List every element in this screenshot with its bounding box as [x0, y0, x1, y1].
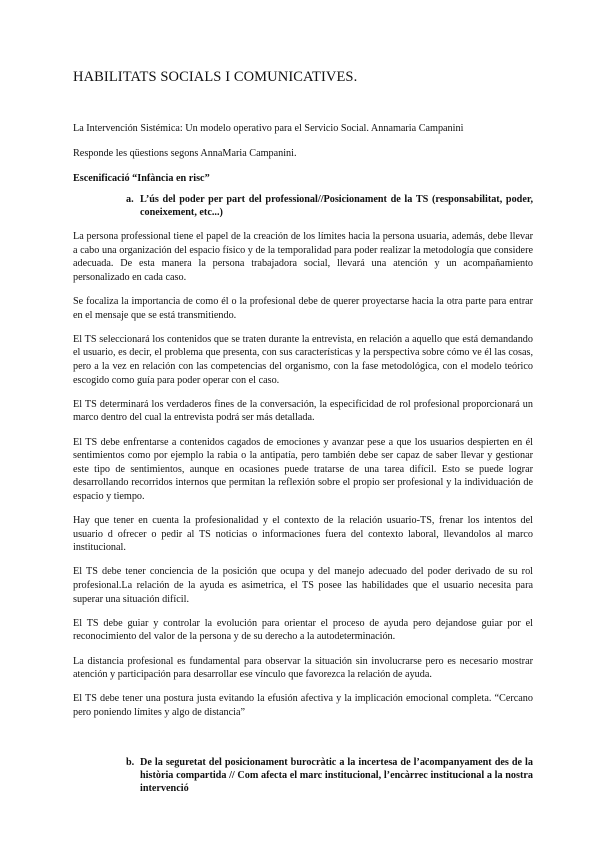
paragraph: La distancia profesional es fundamental para observar la situación sin involucrarse pero es necesario mostrar atención y participación para desarrollar ese vínculo que favorezca la relación de ayuda. [73, 655, 533, 681]
section-a-title: L’ús del poder per part del professional//Posicionament de la TS (responsabilitat, poder, coneixement, etc...) [140, 194, 533, 218]
section-b-title: De la seguretat del posicionament burocràtic a la incertesa de l’acompanyament des de la història compartida // Com afecta el marc institucional, l’encàrrec institucional a la nostra intervenció [140, 756, 533, 794]
section-b-label: b. [126, 756, 135, 768]
paragraph: El TS determinará los verdaderos fines de la conversación, la especificidad de rol profesional proporcionará un marco dentro del cual la entrevista podrá ser más detallada. [73, 398, 533, 424]
section-a-heading [126, 193, 533, 219]
section-a-label: a. [126, 194, 134, 205]
paragraph: El TS debe guiar y controlar la evolución para orientar el proceso de ayuda pero dejandose guiar por el reconocimiento del valor de la persona y de su derecho a la autodeterminación. [73, 617, 533, 643]
paragraph: El TS debe tener una postura justa evitando la efusión afectiva y la implicación emocional completa. “Cercano pero poniendo límites y algo de distancia” [73, 693, 533, 718]
paragraph: Hay que tener en cuenta la profesionalidad y el contexto de la relación usuario-TS, frenar los intentos del usuario d ofrecer o pedir al TS noticias o informaciones fuera del contexto laboral, llevandolos al marco institucional. [73, 515, 533, 554]
scenario-heading: Escenificació “Infància en risc” [73, 173, 210, 184]
paragraph: El TS seleccionará los contenidos que se traten durante la entrevista, en relación a aquello que está demandando el usuario, es decir, el problema que presenta, con sus características y la perspectiva sobre cómo ve él las cosas, pero a la vez en relación con las competencias del organismo, con la fase metodológica, con el modelo teórico escogido como guía para poder operar con el caso. [73, 333, 533, 386]
paragraph: La persona professional tiene el papel de la creación de los límites hacia la persona usuaria, además, debe llevar a cabo una organización del espacio físico y de la temporalidad para poder realizar la metodología que considere adecuada. De esta manera la persona trabajadora social, llevará una atención y un acompañamiento personalizado en cada caso. [73, 231, 533, 283]
paragraph: El TS debe enfrentarse a contenidos cagados de emociones y avanzar pese a que los usuarios despierten en él sentimientos como por ejemplo la rabia o la antipatía, pero también debe ser capaz de saber llevar y gestionar este tipo de sentimientos, aunque en ocasiones puede tratarse de una tarea difícil. Esto se puede lograr desarrollando recorridos internos que permitan la reflexión sobre el propio ser profesional y la individuación de espacio y tiempo. [73, 436, 533, 502]
paragraph: El TS debe tener conciencia de la posición que ocupa y del manejo adecuado del poder derivado de su rol profesional.La relación de la ayuda es asimetrica, el TS posee las habilidades que el usuario necesita para superar una situación difícil. [73, 566, 533, 605]
reference-line: La Intervención Sistémica: Un modelo operativo para el Servicio Social. Annamaria Campanini [73, 123, 464, 134]
document-title: HABILITATS SOCIALS I COMUNICATIVES. [73, 69, 358, 85]
section-b-heading [126, 756, 533, 795]
paragraph: Se focaliza la importancia de como él o la profesional debe de querer proyectarse hacia la otra parte para entrar en el mensaje que se está transmitiendo. [73, 295, 533, 321]
instruction-line: Responde les qüestions segons AnnaMaria Campanini. [73, 148, 297, 159]
